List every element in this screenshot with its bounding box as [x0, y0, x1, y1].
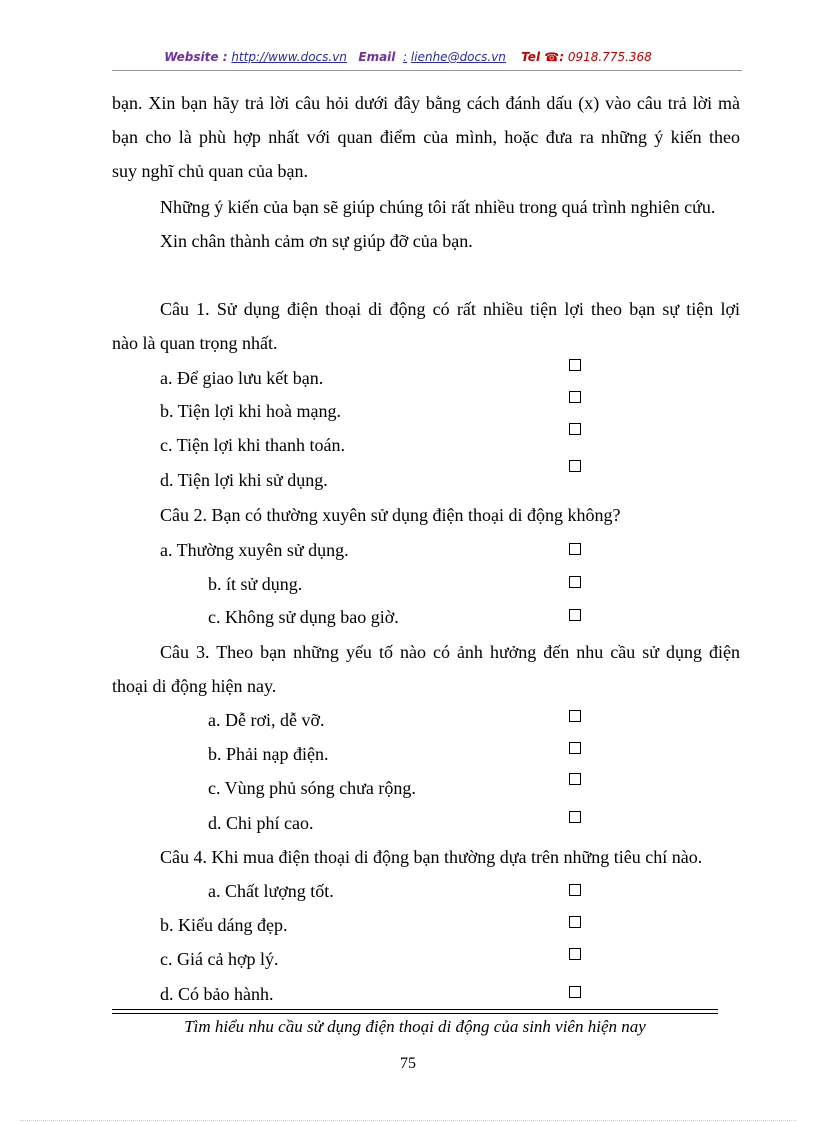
q3-checkbox-b[interactable]: [569, 742, 581, 754]
intro-line: bạn. Xin bạn hãy trả lời câu hỏi dưới đây bằng cách đánh dấu (x) vào câu trả lời mà: [112, 93, 740, 113]
intro-line: Những ý kiến của bạn sẽ giúp chúng tôi rất nhiều trong quá trình nghiên cứu.: [160, 197, 716, 217]
intro-line: bạn cho là phù hợp nhất với quan điểm của mình, hoặc đưa ra những ý kiến theo: [112, 127, 740, 147]
header-divider: [112, 70, 742, 71]
q4-option-d: d. Có bảo hành.: [160, 984, 274, 1004]
q1-checkbox-d[interactable]: [569, 460, 581, 472]
q3-option-d: d. Chi phí cao.: [208, 813, 314, 833]
page-number: 75: [400, 1055, 416, 1072]
footer-title: Tìm hiểu nhu cầu sử dụng điện thoại di động của sinh viên hiện nay: [184, 1017, 646, 1036]
q1-checkbox-a[interactable]: [569, 359, 581, 371]
q1-option-c: c. Tiện lợi khi thanh toán.: [160, 435, 346, 455]
question-1-text-cont: nào là quan trọng nhất.: [112, 333, 278, 353]
page-header: [0, 50, 816, 64]
q4-checkbox-b[interactable]: [569, 916, 581, 928]
website-label: Website :: [164, 50, 228, 64]
q1-option-a: a. Để giao lưu kết bạn.: [160, 368, 324, 388]
q3-checkbox-d[interactable]: [569, 811, 581, 823]
q1-checkbox-c[interactable]: [569, 423, 581, 435]
q4-option-b: b. Kiểu dáng đẹp.: [160, 915, 288, 935]
q3-option-c: c. Vùng phủ sóng chưa rộng.: [208, 778, 416, 798]
question-4-text: Câu 4. Khi mua điện thoại di động bạn thường dựa trên những tiêu chí nào.: [160, 847, 703, 867]
q4-checkbox-a[interactable]: [569, 884, 581, 896]
footer-divider-thin: [112, 1013, 718, 1014]
email-link[interactable]: lienhe@docs.vn: [410, 50, 506, 64]
q1-option-d: d. Tiện lợi khi sử dụng.: [160, 470, 328, 490]
question-3-text-cont: thoại di động hiện nay.: [112, 676, 277, 696]
tel-label: Tel ☎:: [521, 50, 564, 64]
question-1-text: Câu 1. Sử dụng điện thoại di động có rất nhiều tiện lợi theo bạn sự tiện lợi: [160, 299, 740, 319]
q2-option-c: c. Không sử dụng bao giờ.: [208, 607, 399, 627]
q2-option-b: b. ít sử dụng.: [208, 574, 303, 594]
footer-divider: [112, 1009, 718, 1010]
email-separator: :: [403, 50, 408, 64]
q3-option-b: b. Phải nạp điện.: [208, 744, 329, 764]
tel-number: 0918.775.368: [567, 50, 652, 64]
q3-option-a: a. Dễ rơi, dễ vỡ.: [208, 710, 325, 730]
intro-line: Xin chân thành cảm ơn sự giúp đỡ của bạn.: [160, 231, 473, 251]
q3-checkbox-a[interactable]: [569, 710, 581, 722]
q2-checkbox-c[interactable]: [569, 609, 581, 621]
q4-option-a: a. Chất lượng tốt.: [208, 881, 334, 901]
q3-checkbox-c[interactable]: [569, 773, 581, 785]
q2-checkbox-b[interactable]: [569, 576, 581, 588]
q1-checkbox-b[interactable]: [569, 391, 581, 403]
q2-option-a: a. Thường xuyên sử dụng.: [160, 540, 349, 560]
page-edge-dotted-line: [20, 1120, 796, 1121]
question-3-text: Câu 3. Theo bạn những yếu tố nào có ảnh hưởng đến nhu cầu sử dụng điện: [160, 642, 740, 662]
website-link[interactable]: http://www.docs.vn: [231, 50, 347, 64]
question-2-text: Câu 2. Bạn có thường xuyên sử dụng điện thoại di động không?: [160, 505, 621, 525]
q2-checkbox-a[interactable]: [569, 543, 581, 555]
q4-option-c: c. Giá cả hợp lý.: [160, 949, 279, 969]
q1-option-b: b. Tiện lợi khi hoà mạng.: [160, 401, 342, 421]
email-label: Email: [358, 50, 396, 64]
intro-line: suy nghĩ chủ quan của bạn.: [112, 161, 308, 181]
q4-checkbox-d[interactable]: [569, 986, 581, 998]
q4-checkbox-c[interactable]: [569, 948, 581, 960]
